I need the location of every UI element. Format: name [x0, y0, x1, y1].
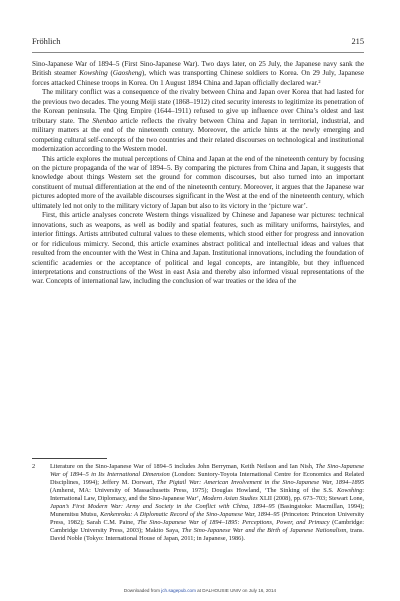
footnote-divider [32, 458, 107, 459]
italic-text: The Sino-Japanese War of 1894–1895: Perceptions, Power, and Primacy [137, 519, 330, 526]
italic-text: Kenkenroku: A Diplomatic Record of the Sino-Japanese War, 1894–95 [100, 511, 280, 518]
running-header-author: Fröhlich [32, 37, 61, 46]
page-number: 215 [351, 37, 364, 46]
text-run: This article explores the mutual perceptions of China and Japan at the end of the nineteenth century by focusing on the picture propaganda of the war of 1894–5. By comparing the pictures from China and Japan, it suggests that knowledge about things Western set the ground for common discourses, but also turned into an important constituent of mutual differentiation at the end of the nineteenth century. Moreover, it argues that the Japanese war pictures adopted more of the available discourses significant in the West at the end of the nineteenth century, which ultimately led not only to the military victory of Japan but also to its victory in the ‘picture war’. [32, 154, 364, 210]
download-suffix: at DALHOUSIE UNIV on July 16, 2014 [195, 588, 277, 593]
text-run: ), which was transporting Chinese soldiers to Korea. On 29 July, Japanese forces attacked Chinese troops in Korea. On 1 August 1894 China and Japan officially declared war.² [32, 69, 365, 87]
body-paragraph [32, 211, 364, 287]
text-run: (London: Suntory-Toyota International Centre for Economics and Related Disciplines, 1994); Jeffery M. Dorwart, [50, 471, 364, 486]
italic-text: The Pigtail War: American Involvement in the Sino-Japanese War, 1894–1895 [156, 479, 364, 486]
text-run: , trans. David Noble (Tokyo: International House of Japan, 2011; in Japanese, 1986). [50, 527, 364, 542]
text-run: (Amherst, MA: University of Massachusetts Press, 1975); Douglas Howland, ‘The Sinking of the S.S. [50, 487, 338, 494]
text-run: ( [107, 69, 113, 78]
italic-text: The Sino-Japanese War of 1894–5 in Its International Dimension [50, 463, 364, 478]
download-notice [0, 588, 400, 593]
footnote-text [50, 463, 364, 543]
text-run: Sino-Japanese War of 1894–5 (First Sino-Japanese War). Two days later, on 25 July, the Japanese navy sank the British steamer [32, 60, 364, 78]
text-run: : International Law, Diplomacy, and the Sino-Japanese War’, [50, 487, 364, 502]
body-paragraph [32, 60, 364, 88]
italic-text: Kowshing [337, 487, 363, 494]
text-run: The military conflict was a consequence of the rivalry between China and Japan over Korea that had lasted for the previous two decades. The young Meiji state (1868–1912) cited security interests to legitimize its penetration of the Korean peninsula. The Qing Empire (1644–1911) refused to give up influence over China’s oldest and last tributary state. The [32, 88, 364, 125]
text-run: First, this article analyses concrete Western things visualized by Chinese and Japanese war pictures: technical innovations, such as weapons, as well as bodily and spatial features, such as military uniforms, hairstyles, and interior fittings. Artists attributed cultural values to these elements, which stood either for progress and innovation or for ridiculous mimicry. Second, this article examines abstract political and intellectual ideas and values that resulted from the encounter with the West in China and Japan. Institutional innovations, including the foundation of scientific academies or the acceptance of political and legal concepts, are intangible, but they influenced interpretations and constructions of the West in east Asia and thereby also informed visual representations of the war. Concepts of international law, including the conclusion of war treaties or the idea of the [32, 211, 364, 286]
italic-text: Japan’s First Modern War: Army and Society in the Conflict with China, 1894–95 [50, 503, 275, 510]
footnote [32, 463, 364, 543]
download-prefix: Downloaded from [123, 588, 162, 593]
text-run: (Basingstoke: Macmillan, 1994); Munemitsu Mutsu, [50, 503, 364, 518]
footnote-number: 2 [32, 463, 36, 470]
header-divider [32, 52, 364, 53]
italic-text: Modern Asian Studies [202, 495, 258, 502]
text-run: (Cambridge: Cambridge University Press, 2003); Makito Saya, [50, 519, 364, 534]
text-run: XLII (2008), pp. 673–703; Stewart Lone, [257, 495, 364, 502]
italic-text: Gaosheng [112, 69, 142, 78]
text-run: (Princeton: Princeton University Press, 1982); Sarah C.M. Paine, [50, 511, 364, 526]
text-run: article reflects the rivalry between China and Japan in territorial, industrial, and military matters at the end of the nineteenth century. Moreover, the article hints at the newly emerging and competing cultural self-concepts of the two countries and their related discourses on technological and institutional modernization according to the Western model. [32, 116, 365, 154]
article-body [32, 60, 364, 287]
text-run: Literature on the Sino-Japanese War of 1894–5 includes John Berryman, Keith Neilson and Ian Nish, [50, 463, 316, 470]
italic-text: Kowshing [79, 69, 108, 78]
body-paragraph [32, 155, 364, 212]
body-paragraph [32, 88, 364, 154]
italic-text: The Sino-Japanese War and the Birth of Japanese Nationalism [181, 527, 347, 534]
download-link[interactable]: jch.sagepub.com [161, 588, 196, 593]
italic-text: Shenbao [92, 116, 117, 125]
